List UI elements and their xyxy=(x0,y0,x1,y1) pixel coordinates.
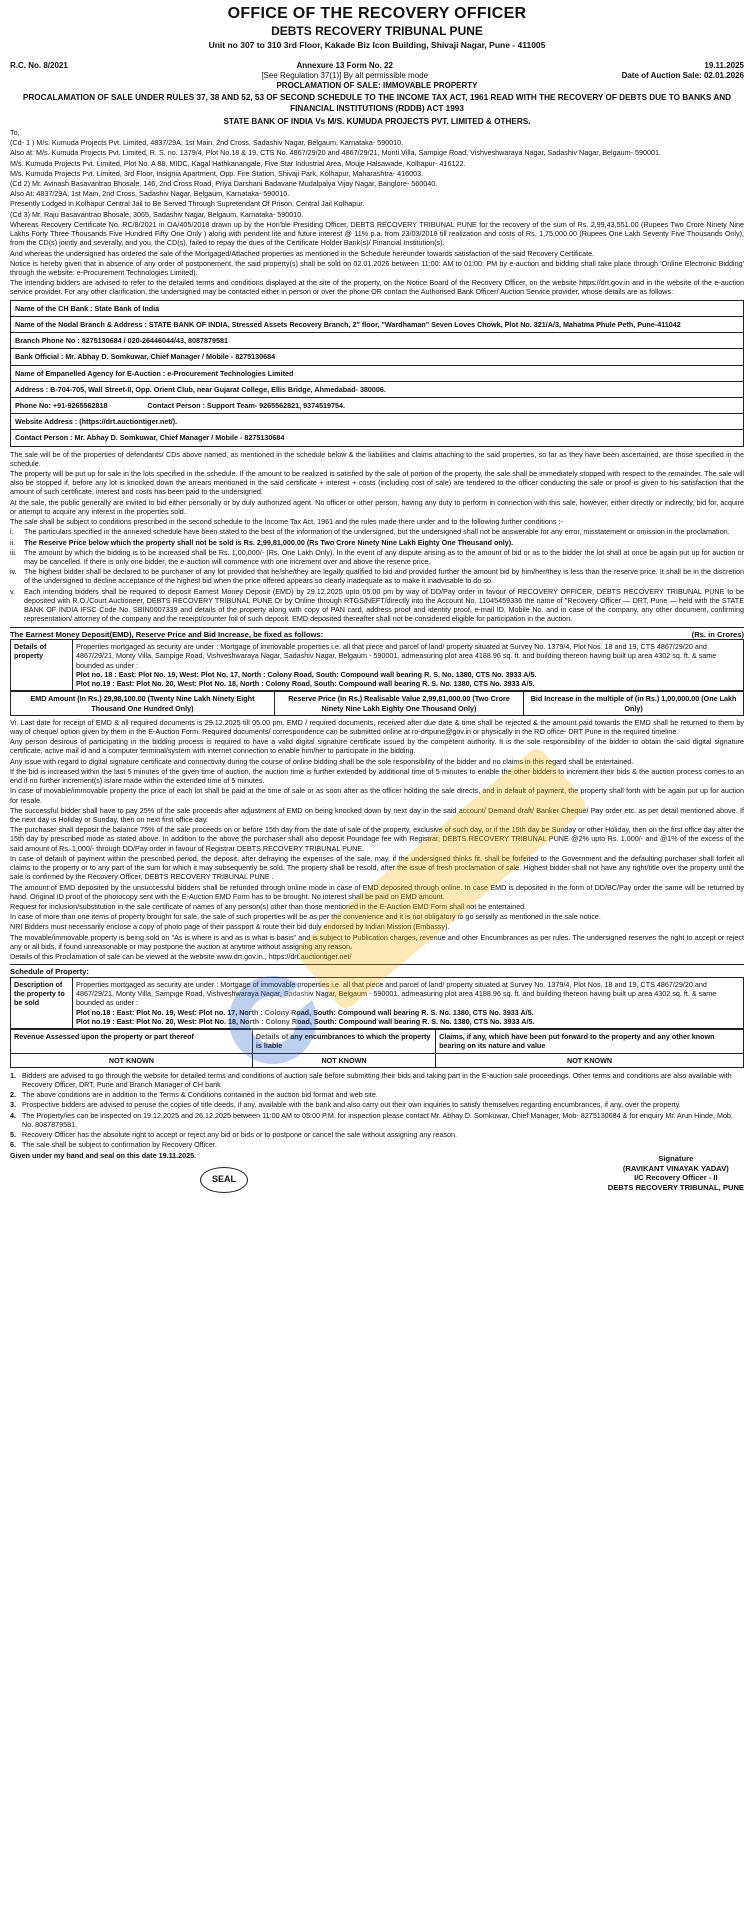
to-line: To, xyxy=(10,127,20,137)
claims-value: NOT KNOWN xyxy=(436,1053,744,1067)
schedule-description-cell xyxy=(73,977,744,1028)
schedule-plot-18: Plot no.18 : East: Plot No. 19, West: Plot no. 17, North : Colony Road, South: Compound wall bearing R. S. No. 1380, CTS No. 3933 A/5. xyxy=(76,1007,534,1017)
plot-18-bounds: Plot no. 18 : East: Plot No. 19, West: Plot No. 17, North : Colony Road, South: Compound wall bearing R. S. No. 1380, CTS No. 3933 A/5. xyxy=(76,669,537,679)
header xyxy=(10,4,744,51)
bank-row: Name of the CH Bank : State Bank of India xyxy=(11,301,743,317)
sale-section xyxy=(10,450,744,527)
note-item: 5. Recovery Officer has the absolute right to accept or reject any bid or bids or to postpone or cancel the sale without assigning any reason. xyxy=(10,1130,457,1140)
tribunal-title: DEBTS RECOVERY TRIBUNAL PUNE xyxy=(271,24,483,39)
term-paragraph: The purchaser shall deposit the balance 75% of the sale proceeds on or before 15th day from the date of sale of the property, exclusive of such day, or if the 15th day be Sunday or other Holiday, then on the first office day after the 15th day by prescribed mode as stated above. In addition to the above the purchaser shall also deposit Poundage fee with Registrar, DEBTS RECOVERY TRIBUNAL PUNE @2% upto Rs. 1,000/- and @1% of the excess of the said amount of Rs. 1,000/- through DD/Pay order in favour of Registrar DEBTS RECOVERY TRIBUNAL PUNE. xyxy=(10,825,744,853)
parties-list xyxy=(10,138,744,219)
bank-row: Address : B-704-705, Wall Street-II, Opp. Orient Club, near Gujarat College, Ellis Bridge, Ahmedabad- 380006. xyxy=(11,382,743,398)
note-item: 2. The above conditions are in addition to the Terms & Conditions contained in the auction bid format and web site. xyxy=(10,1090,378,1100)
encumbrance-value: NOT KNOWN xyxy=(252,1053,435,1067)
footer xyxy=(10,1151,744,1192)
signature-block xyxy=(608,1154,744,1193)
sale-paragraph: The sale will be of the properties of defendants/ CDs above named, as mentioned in the schedule below & the liabilities and claims attaching to the said properties, so far as they have been ascertained, are those specified in the schedule. xyxy=(10,449,744,468)
revenue-header: Revenue Assessed upon the property or part thereof xyxy=(11,1030,253,1053)
term-paragraph: If the bid is increased within the last 5 minutes of the given time of auction, the auction time is further extended by additional time of 5 minutes to enable the other bidders to increment their bids & the auction process comes to an end if no further increment(s) is/are made within the extended time of 5 minutes. xyxy=(10,766,744,786)
note-item: 6. The sale shall be subject to confirmation by Recovery Officer. xyxy=(10,1140,217,1150)
term-paragraph: In case of movable/immovable property the price of each lot shall be paid at the time of sale or as soon after as the officer holding the sale directs, and in default of payment, the property shall forth with be again put up for auction for resale. xyxy=(10,786,744,805)
intro-section xyxy=(10,220,744,297)
revenue-value: NOT KNOWN xyxy=(11,1053,253,1067)
bank-row: Bank Official : Mr. Abhay D. Somkuwar, Chief Manager / Mobile - 8275130684 xyxy=(11,349,743,365)
party-line: Also At: 4837/29A, 1st Main, 2nd Cross, Sadashiv Nagar, Belgaum, Karnataka- 590010. xyxy=(10,189,290,199)
emd-heading-unit: (Rs. in Crores) xyxy=(691,629,744,639)
party-line: (Cd 2) Mr. Avinash Basavantrao Bhosale, 146, 2nd Cross Road, Priya Darshani Badavane Mudalpalya Vijay Nagar, Banglore- 560040. xyxy=(10,179,438,188)
property-details-table xyxy=(10,639,744,691)
term-paragraph: In case of default of payment within the prescribed period, the deposit, after defraying the expenses of the sale, may, if the undersigned thinks fit, shall be forfeited to the Government and the defaulting purchaser shall forfeit all claims to the property or to any part of the sum for which it may subsequently be sold. The property shall be resold, after the issue of fresh proclamation of sale. Highest bidder shall not have any right/title over the property until the sale is confirmed by the Recovery Officer, DEBTS RECOVERY TRIBUNAL PUNE . xyxy=(10,853,744,882)
intro-paragraph: The intending bidders are advised to refer to the detailed terms and conditions displayed at the site of the property, on the Notice Board of the Recovery Officer, on the website https://drt.gov.in and in the website of the e-auction service provider. For any other clarification, the undersigned may be contacted either in person or over the phone OR contact the Authorised Bank Officer/ Auction Service provider, whose details are as follows: xyxy=(10,278,744,297)
bank-row: Branch Phone No : 8275130684 / 020-26446044/43, 8087879581 xyxy=(11,333,743,349)
plot-19-bounds: Plot no.19 : East: Plot No. 20, West: Plot No. 18, North : Colony Road, South: Compound wall bearing R. S. No. 1380, CTS No. 3933 A/5. xyxy=(76,679,535,689)
notes-list xyxy=(10,1071,744,1150)
note-item: 4. The Property/ies can be inspected on 19.12.2025 and 26.12.2025 between 11:00 AM to 05:00 P.M. for inspection please contact Mr. Abhay D. Somkuwar, Chief Manager, Mob- 8275130684 & for enquiry Mr. Arun Hinde, Mob. No. 8087879581. xyxy=(10,1110,733,1129)
party-line: M/s. Kumuda Projects Pvt. Limited, 3rd Floor, Insignia Apartment, Opp. Fire Station, Shivaji Park, Kolhapur, Maharashtra- 416003. xyxy=(10,168,424,178)
bid-increase: Bid Increase in the multiple of (in Rs.) 1,00,000.00 (One Lakh Only) xyxy=(524,692,744,715)
signatory-designation: I/C Recovery Officer - II xyxy=(634,1173,718,1183)
rc-number: R.C. No. 8/2021 xyxy=(10,60,68,70)
case-title: STATE BANK OF INDIA Vs M/S. KUMUDA PROJECTS PVT. LIMITED & OTHERS. xyxy=(223,117,531,127)
note-item: 3. Prospective bidders are advised to peruse the copies of title deeds, if any, available with the bank and also carry out their own inquiries to satisfy themselves regarding encumbrances, if any, over the property. xyxy=(10,1100,681,1110)
signature-label: Signature xyxy=(658,1153,694,1163)
date-block xyxy=(622,61,744,81)
auction-date: Date of Auction Sale: 02.01.2026 xyxy=(621,70,744,80)
condition-item: iv. The highest bidder shall be declared to be purchaser of any lot provided that he/she/they are legally qualified to bid and provided further the amount bid by him/her/they is less than the reserve price. It shall be in the discretion of the undersigned to decline acceptance of the highest bid when the price offered appears so clearly inadequate as to make it inadvisable to do so. xyxy=(10,567,744,586)
emd-table xyxy=(10,691,744,715)
claims-header: Claims, if any, which have been put forward to the property and any other known bearing on its nature and value xyxy=(436,1030,744,1053)
condition-item: i. The particulars specified in the annexed schedule have been stated to the best of the information of the undersigned, but the undersigned shall not be answerable for any error, misstatement or omission in the proclamation. xyxy=(10,527,730,537)
term-paragraph: Vi. Last date for receipt of EMD & all required documents is 29.12.2025 till 05.00 pm. EMD / required documents, received after due date & time shall be rejected & the amount paid towards the EMD shall be returned to them by way of cheque/ option given by them in the E-Auction Form. Required documents/ correspondence can be submitted online at ro-drtpune@gov.in or physically in the RO office- DRT Pune in the required timeline. xyxy=(10,717,744,736)
schedule-heading xyxy=(10,964,744,977)
party-line: M/s. Kumuda Projects Pvt. Limited, Plot No. A 88, MIDC, Kagal Hathkanangale, Five Star Industrial Area, Mouje Halsawade, Kolhapur- 416122. xyxy=(10,158,466,168)
emd-heading xyxy=(10,627,744,640)
later-section xyxy=(10,718,744,961)
bank-row: Name of Empanelled Agency for E-Auction : e-Procurement Technologies Limited xyxy=(11,366,743,382)
term-paragraph: Details of this Proclamation of sale can be viewed at the website www.drt.gov.in., https://drt.auctiontiger.net/ xyxy=(10,952,352,962)
annexure: Annexure 13 Form No. 22 xyxy=(296,60,393,70)
given-under: Given under my hand and seal on this date 19.11.2025. xyxy=(10,1151,197,1161)
reserve-price: Reserve Price (In Rs.) Realisable Value 2,99,81,000.00 (Two Crore Ninety Nine Lakh Eighty One Thousand Only) xyxy=(274,692,523,715)
party-line: (Cd- 1 ) M/s. Kumuda Projects Pvt. Limited, 4837/29A, 1st Main, 2nd Cross, Sadashiv Nagar, Belgaum, Karnataka- 590010. xyxy=(10,138,404,148)
office-title: OFFICE OF THE RECOVERY OFFICER xyxy=(227,5,527,22)
encumbrance-header: Details of any encumbrances to which the property is liable xyxy=(252,1030,435,1053)
schedule-title: Schedule of Property: xyxy=(10,967,89,977)
regulation: [See Regulation 37(1)] By all permissible mode xyxy=(261,70,429,80)
term-paragraph: The successful bidder shall have to pay 25% of the sale proceeds after adjustment of EMD on being knocked down by next day in the said account/ Demand draft/ Banker Cheque/ Pay order etc. as per detail mentioned above. If the next day is Holiday or Sunday, then on next first office day. xyxy=(10,805,744,824)
sale-paragraph: The property will be put up for sale in the lots specified in the schedule. If the amount to be realized is satisfied by the sale of portion of the property, the sale shall be immediately stopped with respect to the remainder. The sale will also be stopped if, before any lot is knocked down the arrears mentioned in the said certificate + interest + costs (including cost of sale) are tendered to the officer conducting the sale or proof is given to his satisfaction that the amount of such certificate, interest and costs has been paid to the undersigned. xyxy=(10,469,744,497)
term-paragraph: Any person desirous of participating in the bidding process is required to have a valid digital signature certificate issued by the competent authority. It is the sole responsibility of the bidder to obtain the said digital signature certificate, active mail id and a computer terminal/system with internet connection to enable him/her to participate in the bidding. xyxy=(10,737,744,756)
sale-paragraph: At the sale, the public generally are invited to bid either personally or by duly authorized agent. No officer or other person, having any duty to perform in connection with this sale, however, either directly or indirectly, bid for, acquire or attempt to acquire any interest in the properties sold. xyxy=(10,497,744,516)
footer-left xyxy=(10,1151,248,1192)
condition-item: iii. The amount by which the bidding is to be increased shall be Rs. 1,00,000/- (Rs. One Lakh Only). In the event of any dispute arising as to the amount of bid or as to the bidder the lot shall at once be again put up for auction or may be cancelled. If there is only one bidder, the e-auction will commence with one increment over and above the reserve price. xyxy=(10,547,744,566)
bank-details-box xyxy=(10,300,744,447)
emd-amount: EMD Amount (In Rs.) 29,98,100.00 (Twenty Nine Lakh Ninety Eight Thousand One Hundred Only) xyxy=(11,692,275,715)
proclamation-subtitle: PROCALAMATION OF SALE UNDER RULES 37, 38 AND 52, 53 OF SECOND SCHEDULE TO THE INCOME TAX ACT, 1961 READ WITH THE RECOVERY OF DEBTS DUE TO BANKS AND FINANCIAL INSTITUTIONS (RDDB) ACT 1993 xyxy=(22,93,732,113)
party-line: Presently Lodged In Kolhapur Central Jail to Be Served Through Supretendant Of Prison, Central Jail Kolhapur. xyxy=(10,199,365,209)
bank-row: Website Address : (https://drt.auctiontiger.net/). xyxy=(11,414,743,430)
office-address: Unit no 307 to 310 3rd Floor, Kakade Biz Icon Building, Shivaji Nagar, Pune - 411005 xyxy=(208,39,546,50)
intro-paragraph: Notice is hereby given that in absence of any order of postponement, the said property(s) shall be sold on 02.01.2026 between 11:00: AM to 01:00: PM by e-auction and bidding shall take place through 'Online Electronic Bidding' through the website: e-Procurement Technologies Limited). xyxy=(10,258,744,277)
intro-paragraph: Whereas Recovery Certificate No. RC/8/2021 in OA/405/2018 drawn up by the Hon'ble Presiding Officer, DEBTS RECOVERY TRIBUNAL PUNE for the recovery of the sum of Rs. 2,99,43,551.00 (Rupees Two Crore Ninety Nine Lakhs Forty Three Thousands Five Hundred Fifty One Only ) along with pendent lite and future interest @ 11% p.a. from 23/03/2018 till realization and costs of Rs. 1,75,000.00 (Rupees One Lakh Seventy Five Thousands Only), from the CD(s) jointly and severally, and you, the CD(s), failed to repay the dues of the Certificate Holder Bank(s)/ Financial Institution(s). xyxy=(10,219,744,248)
emd-heading-title: The Earnest Money Deposit(EMD), Reserve Price and Bid Increase, be fixed as follows: xyxy=(10,629,324,639)
schedule-label: Description of the property to be sold xyxy=(11,977,73,1028)
sale-paragraph: The sale shall be subject to conditions prescribed in the second schedule to the Income Tax Act, 1961 and the rules made there under and to the following further conditions :- xyxy=(10,517,563,527)
bank-row: Name of the Nodal Branch & Address : STATE BANK OF INDIA, Stressed Assets Recovery Branch, 2" floor, "Wardhaman" Seven Loves Chowk, Plot No. 321/A/3, Mahatma Phule Peth, Pune-411042 xyxy=(11,317,743,333)
seal-stamp: SEAL xyxy=(200,1167,248,1193)
property-label: Details of property xyxy=(11,640,73,691)
term-paragraph: NRI Bidders must necessarily enclose a copy of photo page of their passport & route their bid duly endorsed by Indian Mission (Embassy). xyxy=(10,922,450,932)
signatory-name: (RAVIKANT VINAYAK YADAV) xyxy=(622,1163,729,1173)
condition-item: v. Each intending bidders shall be required to deposit Earnest Money Deposit (EMD) by 29.12.2025 upto 05.00 pm by way of DD/Pay order in favour of RECOVERY OFFICER, DEBTS RECOVERY TRIBUNAL PUNE to be deposited with R.O./Court Auctioneer, DEBTS RECOVERY TRIBUNAL PUNE Or by Online through RTGS/NEFT/directly into the Account No. 11045459336 the name of "Recovery Officer — DRT, Pune — held with the STATE BANK OF INDIA IFSC Code No. SBIN0007339 and details of the property along with copy of PAN card, address proof and identity proof, e-mail ID, Mobile No. and in case of the company, any other document, confirming representation/ attorney of the company and the receipt/counter foil of such deposit. EMD deposited thereafter shall not be considered eligible for participation in the auction. xyxy=(10,586,744,624)
party-line: Also at: M/s. Kumuda Projects Pvt. Limited, R. S. no. 1379/4, Plot No.18 & 19, CTS No. 4867/29/20 and 4867/29/21, Monti Villa, Sampige Road, Vishveshwaraya Nagar, Sadashiv Nagar, Belgaum- 590001. xyxy=(10,148,661,158)
bank-row: Phone No: +91-9265562818 Contact Person : Support Team- 9265562821, 9374519754. xyxy=(11,398,743,414)
term-paragraph: The amount of EMD deposited by the unsuccessful bidders shall be refunded through online mode in case of EMD deposited through online. In case EMD is deposited in the form of DD/BC/Pay order the same will be returned by hand. Original ID proof of the photocopy sent with the E-Auction EMD Form has to be brought. No interest shall be paid on EMD amount. xyxy=(10,882,744,901)
bank-row: Contact Person : Mr. Abhay D. Somkuwar, Chief Manager / Mobile - 8275130684 xyxy=(15,433,285,443)
term-paragraph: Any issue with regard to digital signature certificate and connectivity during the course of online bidding shall be the sole responsibility of the bidder and no claims in this regard shall be entertained. xyxy=(10,756,634,766)
meta-row xyxy=(10,61,744,81)
conditions-list xyxy=(10,527,744,623)
intro-paragraph: And whereas the undersigned has ordered the sale of the Mortgaged/Attached properties as mentioned in the Schedule hereunder towards satisfaction of the said Recovery Certificate. xyxy=(10,248,595,258)
property-description: Properties mortgaged as security are under : Mortgage of immovable properties i.e. all that piece and parcel of land/ property situated at Survey No. 1379/4, Plot Nos. 18 and 19, CTS 4867/29/20 and 4867/29/21, Monty Villa, Sampige Road, Vishveshwaraya Nagar, Sadashiv Nagar, Belgaum - 590001. admeasuring plot area 4188.96 sq. ft. and building thereon having built up area 4302 sq. ft. & same bounded as under : xyxy=(76,642,717,670)
schedule-table xyxy=(10,977,744,1029)
revenue-table xyxy=(10,1029,744,1068)
party-line: (Cd 3) Mr. Raju Basavantrao Bhosale, 3065, Sadashiv Nagar, Belgaum, Karnataka- 590010. xyxy=(10,209,304,219)
proclamation-title: PROCLAMATION OF SALE: IMMOVABLE PROPERTY xyxy=(276,81,478,91)
condition-item: ii. The Reserve Price below which the property shall not be sold is Rs. 2,99,81,000.00 (Rs Two Crore Ninety Nine Lakh Eighty One Thousand only). xyxy=(10,537,514,547)
notice-date: 19.11.2025 xyxy=(704,60,744,70)
schedule-plot-19: Plot no.19 : East: Plot No. 20, West: Plot No. 18, North : Colony Road, South: Compound wall bearing R. S. No. 1380, CTS No. 3933 A/5. xyxy=(76,1016,535,1026)
term-paragraph: In case of more than one items of property brought for sale, the sale of such properties will be as per the convenience and it is not obligatory to go serially as mentioned in the sale notice. xyxy=(10,912,601,922)
schedule-description: Properties mortgaged as security are under : Mortgage of immovable properties i.e. all that piece and parcel of land/ property situated at Survey No. 1379/4, Plot Nos. 18 and 19, CTS 4867/29/20 and 4867/29/21, Monty Villa, Sampige Road, Vishveshwaraya Nagar, Sadashiv Nagar, Belgaum - 590001. admeasuring plot area 4188.96 sq. ft. and building thereon having built up area 4302 sq. ft. & same bounded as under : xyxy=(76,979,717,1008)
signatory-tribunal: DEBTS RECOVERY TRIBUNAL, PUNE xyxy=(607,1182,744,1192)
property-description-cell xyxy=(73,640,744,691)
note-item: 1. Bidders are advised to go through the website for detailed terms and conditions of auction sale before submitting their bids and taking part in the E-auction sale proceedings. Other terms and conditions are also available with Recovery Officer, DRT, Pune and Branch Manager of CH bank xyxy=(10,1070,732,1089)
term-paragraph: The movable/immovable property is being sold on "As is where is and as is what is basis" and is subject to Publication charges, revenue and other Encumbrances as per rules. The undersigned reserves the right to accept or reject any or all bids, if found unreasonable or may postpone the auction at anytime without assigning any reason. xyxy=(10,932,744,951)
annexure-block xyxy=(261,61,428,81)
term-paragraph: Request for inclusion/substitution in the sale certificate of names of any person(s) other than those mentioned in the E-Auction EMD Form shall not be entertained. xyxy=(10,901,527,911)
